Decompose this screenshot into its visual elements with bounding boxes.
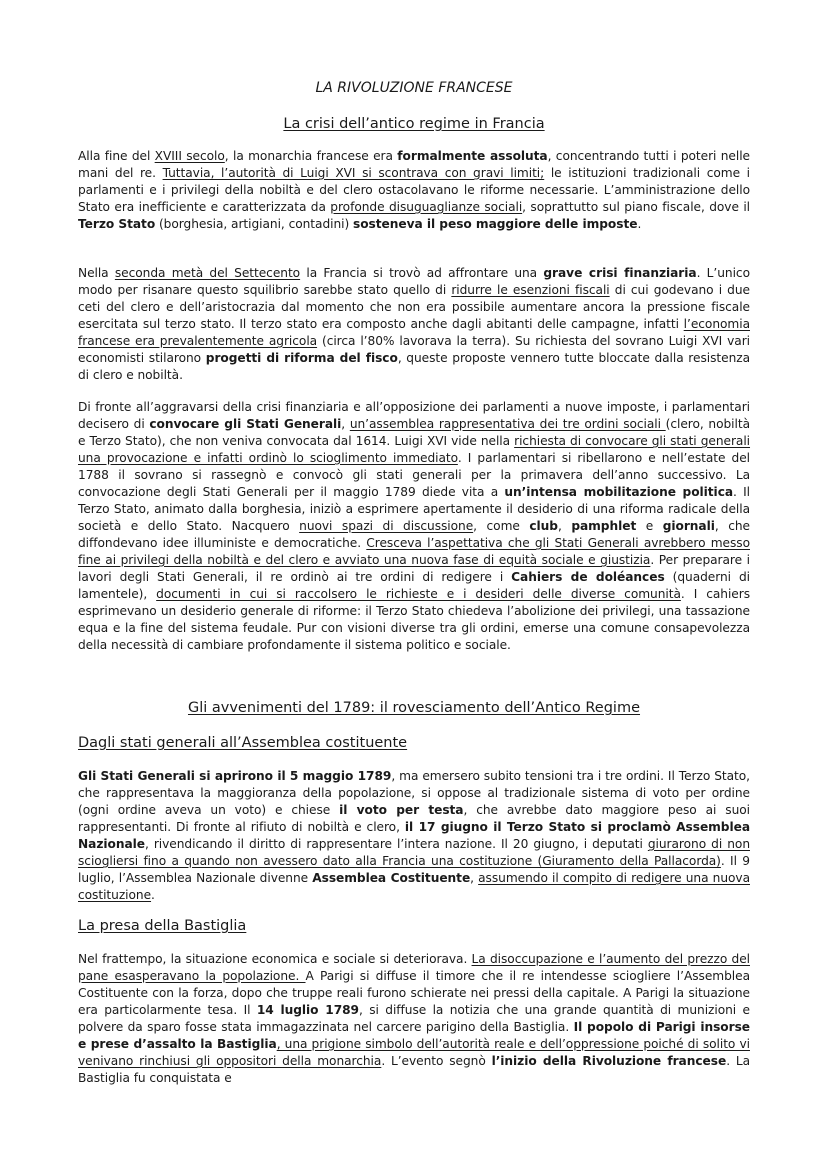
bold-text: sosteneva il peso maggiore delle imposte	[353, 217, 638, 231]
bold-text: formalmente assoluta	[397, 149, 548, 163]
bold-text: convocare gli Stati Generali	[149, 417, 342, 431]
text-run: ,	[341, 417, 350, 431]
underlined-text: giurarono di non sciogliersi fino a quando non avessero dato alla Francia una costituzione (Giuramento della Pallacorda)	[78, 837, 750, 868]
underlined-text: Tuttavia, l’autorità di Luigi XVI si scontrava con gravi limiti;	[162, 166, 545, 180]
text-run: . Per preparare i lavori degli Stati Generali, il re ordinò ai tre ordini di redigere i	[78, 553, 750, 584]
text-run: ,	[470, 871, 479, 885]
underlined-text: La disoccupazione e l’aumento del prezzo del pane esasperavano la popolazione.	[78, 952, 750, 983]
bold-text: 14 luglio 1789	[256, 1003, 359, 1017]
bold-text: Assemblea Costituente	[312, 871, 471, 885]
bold-text: grave crisi finanziaria	[543, 266, 697, 280]
text-run: (circa l’80% lavorava la terra). Su richiesta del sovrano Luigi XVI vari economisti stilarono	[78, 334, 750, 365]
bold-text: Il popolo di Parigi insorse e prese d’assalto la Bastiglia	[78, 1020, 750, 1051]
underlined-text: l’economia francese era prevalentemente agricola	[78, 317, 750, 348]
text-run: Di fronte all’aggravarsi della crisi finanziaria e all’opposizione dei parlamenti a nuove imposte, i parlamentari decisero di	[78, 400, 750, 431]
underlined-text: assumendo il compito di redigere una nuova costituzione	[78, 871, 750, 902]
bold-text: Terzo Stato	[78, 217, 156, 231]
bold-text: club	[529, 519, 558, 533]
text-run: . Il 9 luglio, l’Assemblea Nazionale divenne	[78, 854, 750, 885]
underlined-text: nuovi spazi di discussione	[299, 519, 474, 533]
subsection-heading-bastille: La presa della Bastiglia	[78, 918, 247, 934]
underlined-text: XVIII secolo	[154, 149, 225, 163]
text-run: . La Bastiglia fu conquistata e	[78, 1054, 751, 1085]
document-title: LA RIVOLUZIONE FRANCESE	[315, 80, 513, 96]
underlined-text: documenti in cui si raccolsero le richieste e i desideri delle diverse comunità	[156, 587, 681, 601]
bold-text: Cahiers de doléances	[511, 570, 665, 584]
text-run: , come	[473, 519, 530, 533]
text-run: , rivendicando il diritto di rappresentare l’intera nazione. Il 20 giugno, i deputati	[144, 837, 648, 851]
bold-text: il voto per testa	[339, 803, 464, 817]
paragraph	[78, 399, 750, 654]
bold-text: giornali	[662, 519, 715, 533]
text-run: , la monarchia francese era	[224, 149, 398, 163]
bold-text: pamphlet	[571, 519, 637, 533]
underlined-text: Cresceva l’aspettativa che gli Stati Generali avrebbero messo fine ai privilegi della nobiltà e del clero e avviato una nuova fase di equità sociale e giustizia	[78, 536, 750, 567]
subsection-heading-estates-general: Dagli stati generali all’Assemblea costituente	[78, 735, 408, 751]
bold-text: Gli Stati Generali si aprirono il 5 maggio 1789	[78, 769, 392, 783]
underlined-text: , una prigione simbolo dell’autorità reale e dell’oppressione poiché di solito vi venivano rinchiusi gli oppositori della monarchia	[78, 1037, 750, 1068]
bold-text: un’intensa mobilitazione politica	[504, 485, 734, 499]
text-run: Nel frattempo, la situazione economica e sociale si deteriorava.	[78, 952, 472, 966]
text-run: di cui godevano i due ceti del clero e dell’aristocrazia dal momento che non era possibile aumentare ancora la pressione fiscale esercitata sul terzo stato. Il terzo stato era composto anche dagli abitanti delle campagne, infatti	[78, 283, 750, 331]
text-run: . L’evento segnò	[381, 1054, 492, 1068]
bold-text: progetti di riforma del fisco	[205, 351, 398, 365]
text-run: , queste proposte vennero tutte bloccate dalla resistenza di clero e nobiltà.	[78, 351, 751, 382]
text-run: (quaderni di lamentele),	[78, 570, 750, 601]
paragraph	[78, 768, 750, 904]
text-run: .	[151, 888, 155, 902]
text-run: ,	[557, 519, 572, 533]
text-run: , che avrebbe dato maggiore peso ai suoi rappresentanti. Di fronte al rifiuto di nobiltà e clero,	[78, 803, 750, 834]
text-run: le istituzioni tradizionali come i parlamenti e i privilegi della nobiltà e del clero ostacolavano le riforme necessarie. L’amministrazione dello Stato era inefficiente e caratterizzata da	[78, 166, 750, 214]
underlined-text: seconda metà del Settecento	[114, 266, 301, 280]
section-heading-1789: Gli avvenimenti del 1789: il rovesciamento dell’Antico Regime	[187, 700, 641, 716]
text-run: (borghesia, artigiani, contadini)	[155, 217, 354, 231]
text-run: . L’unico modo per risanare questo squilibrio sarebbe stato quello di	[78, 266, 750, 297]
bold-text: l’inizio della Rivoluzione francese	[491, 1054, 727, 1068]
paragraph	[78, 148, 750, 233]
text-run: Nella	[78, 266, 115, 280]
text-run: . I parlamentari si ribellarono e nell’estate del 1788 il sovrano si rassegnò e convocò gli stati generali per la primavera dell’anno successivo. La convocazione degli Stati Generali per il maggio 1789 diede vita a	[78, 451, 750, 499]
text-run: . Il Terzo Stato, animato dalla borghesia, iniziò a esprimere apertamente il desiderio di una riforma radicale della società e dello Stato. Nacquero	[78, 485, 751, 533]
paragraph	[78, 265, 750, 384]
section-heading-crisis: La crisi dell’antico regime in Francia	[283, 116, 545, 132]
text-run: , si diffuse la notizia che una grande quantità di munizioni e polvere da sparo fosse stata immagazzinata nel carcere parigino della Bastiglia.	[78, 1003, 750, 1034]
text-run: , ma emersero subito tensioni tra i tre ordini. Il Terzo Stato, che rappresentava la maggioranza della popolazione, si oppose al tradizionale sistema di voto per ordine (ogni ordine aveva un voto) e chiese	[78, 769, 750, 817]
underlined-text: ridurre le esenzioni fiscali	[451, 283, 610, 297]
text-run: . I cahiers esprimevano un desiderio generale di riforme: il Terzo Stato chiedeva l’abolizione dei privilegi, una tassazione equa e la fine del sistema feudale. Pur con visioni diverse tra gli ordini, emerse una comune consapevolezza della necessità di cambiare profondamente il sistema politico e sociale.	[78, 587, 751, 652]
text-run: , soprattutto sul piano fiscale, dove il	[522, 200, 750, 214]
text-run: la Francia si trovò ad affrontare una	[300, 266, 544, 280]
text-run: e	[636, 519, 663, 533]
text-run: .	[637, 217, 642, 231]
underlined-text: profonde disuguaglianze sociali	[330, 200, 523, 214]
underlined-text: un’assemblea rappresentativa dei tre ordini sociali	[349, 417, 666, 431]
text-run: A Parigi si diffuse il timore che il re intendesse sciogliere l’Assemblea Costituente con la forza, dopo che truppe reali furono schierate nei pressi della capitale. A Parigi la situazione era particolarmente tesa. Il	[78, 969, 750, 1017]
underlined-text: richiesta di convocare gli stati generali una provocazione e infatti ordinò lo scioglimento immediato	[78, 434, 751, 465]
text-run: Alla fine del	[78, 149, 155, 163]
text-run: , concentrando tutti i poteri nelle mani del re.	[78, 149, 750, 180]
paragraph	[78, 951, 750, 1087]
text-run: , che diffondevano idee illuministe e democratiche.	[78, 519, 750, 550]
text-run: (clero, nobiltà e Terzo Stato), che non veniva convocata dal 1614. Luigi XVI vide nella	[78, 417, 751, 448]
bold-text: il 17 giugno il Terzo Stato si proclamò Assemblea Nazionale	[78, 820, 751, 851]
